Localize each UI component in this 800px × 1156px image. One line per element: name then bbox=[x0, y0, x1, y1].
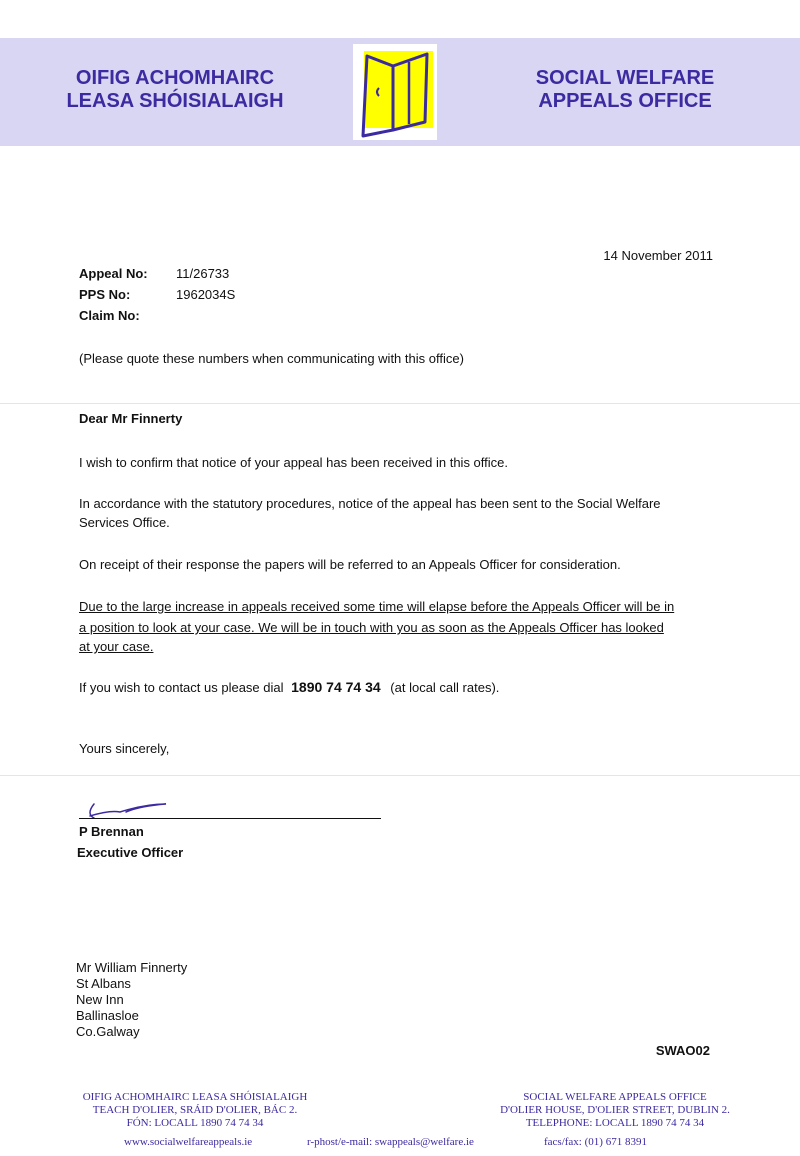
paragraph-4-line3: at your case. bbox=[79, 639, 154, 654]
ref-label-appeal: Appeal No: bbox=[79, 266, 148, 281]
form-code: SWAO02 bbox=[655, 1043, 710, 1058]
fold-line-upper bbox=[0, 403, 800, 404]
signature-line bbox=[79, 818, 381, 819]
ref-label-pps: PPS No: bbox=[79, 287, 131, 302]
paragraph-4-line2: a position to look at your case. We will be in touch with you as soon as the Appeals Officer has looked bbox=[79, 620, 664, 635]
english-title-line1: SOCIAL WELFARE bbox=[535, 67, 715, 89]
address-line: St Albans bbox=[76, 976, 131, 991]
irish-title-line2: LEASA SHÓISIALAIGH bbox=[66, 90, 284, 112]
english-office-title bbox=[515, 67, 735, 113]
paragraph-3: On receipt of their response the papers will be referred to an Appeals Officer for consideration. bbox=[79, 557, 621, 572]
signer-name: P Brennan bbox=[79, 824, 144, 839]
letter-date: 14 November 2011 bbox=[603, 248, 713, 263]
closing: Yours sincerely, bbox=[79, 741, 170, 756]
footer-website: www.socialwelfareappeals.ie bbox=[124, 1136, 253, 1148]
contact-prefix: If you wish to contact us please dial bbox=[79, 680, 284, 695]
address-line: Mr William Finnerty bbox=[76, 960, 188, 975]
footer-english-line3: TELEPHONE: LOCALL 1890 74 74 34 bbox=[525, 1117, 705, 1129]
recipient-address bbox=[76, 960, 187, 1039]
paragraph-4-line1: Due to the large increase in appeals received some time will elapse before the Appeals Officer will be in bbox=[79, 599, 675, 614]
contact-line bbox=[79, 680, 499, 695]
irish-office-title bbox=[40, 67, 310, 113]
fold-line-lower bbox=[0, 775, 800, 776]
door-logo-icon bbox=[353, 44, 437, 140]
contact-suffix: (at local call rates). bbox=[390, 680, 500, 695]
paragraph-2-line1: In accordance with the statutory procedures, notice of the appeal has been sent to the Social Welfare bbox=[79, 496, 661, 511]
paragraph-2-line2: Services Office. bbox=[79, 515, 170, 530]
ref-value-pps: 1962034S bbox=[176, 287, 236, 302]
footer-irish-line3: FÓN: LOCALL 1890 74 74 34 bbox=[126, 1117, 264, 1129]
english-title-line2: APPEALS OFFICE bbox=[538, 90, 712, 112]
irish-title-line1: OIFIG ACHOMHAIRC bbox=[75, 67, 275, 89]
footer-english-line1: SOCIAL WELFARE APPEALS OFFICE bbox=[523, 1091, 707, 1103]
footer-email: r-phost/e-mail: swappeals@welfare.ie bbox=[307, 1136, 474, 1148]
address-line: New Inn bbox=[76, 992, 124, 1007]
address-line: Ballinasloe bbox=[76, 1008, 139, 1023]
quote-note: (Please quote these numbers when communicating with this office) bbox=[79, 351, 464, 366]
footer-english-line2: D'OLIER HOUSE, D'OLIER STREET, DUBLIN 2. bbox=[500, 1104, 730, 1116]
footer-irish-line1: OIFIG ACHOMHAIRC LEASA SHÓISIALAIGH bbox=[82, 1091, 308, 1103]
footer-irish-block bbox=[50, 1091, 340, 1130]
contact-phone-number: 1890 74 74 34 bbox=[291, 679, 381, 695]
ref-label-claim: Claim No: bbox=[79, 308, 140, 323]
ref-value-appeal: 11/26733 bbox=[176, 266, 230, 281]
footer-irish-line2: TEACH D'OLIER, SRÁID D'OLIER, BÁC 2. bbox=[92, 1104, 298, 1116]
signer-title: Executive Officer bbox=[77, 845, 184, 860]
footer-english-block bbox=[460, 1091, 770, 1130]
footer-fax: facs/fax: (01) 671 8391 bbox=[544, 1136, 647, 1148]
salutation: Dear Mr Finnerty bbox=[79, 411, 183, 426]
address-line: Co.Galway bbox=[76, 1024, 140, 1039]
paragraph-1: I wish to confirm that notice of your appeal has been received in this office. bbox=[79, 455, 508, 470]
